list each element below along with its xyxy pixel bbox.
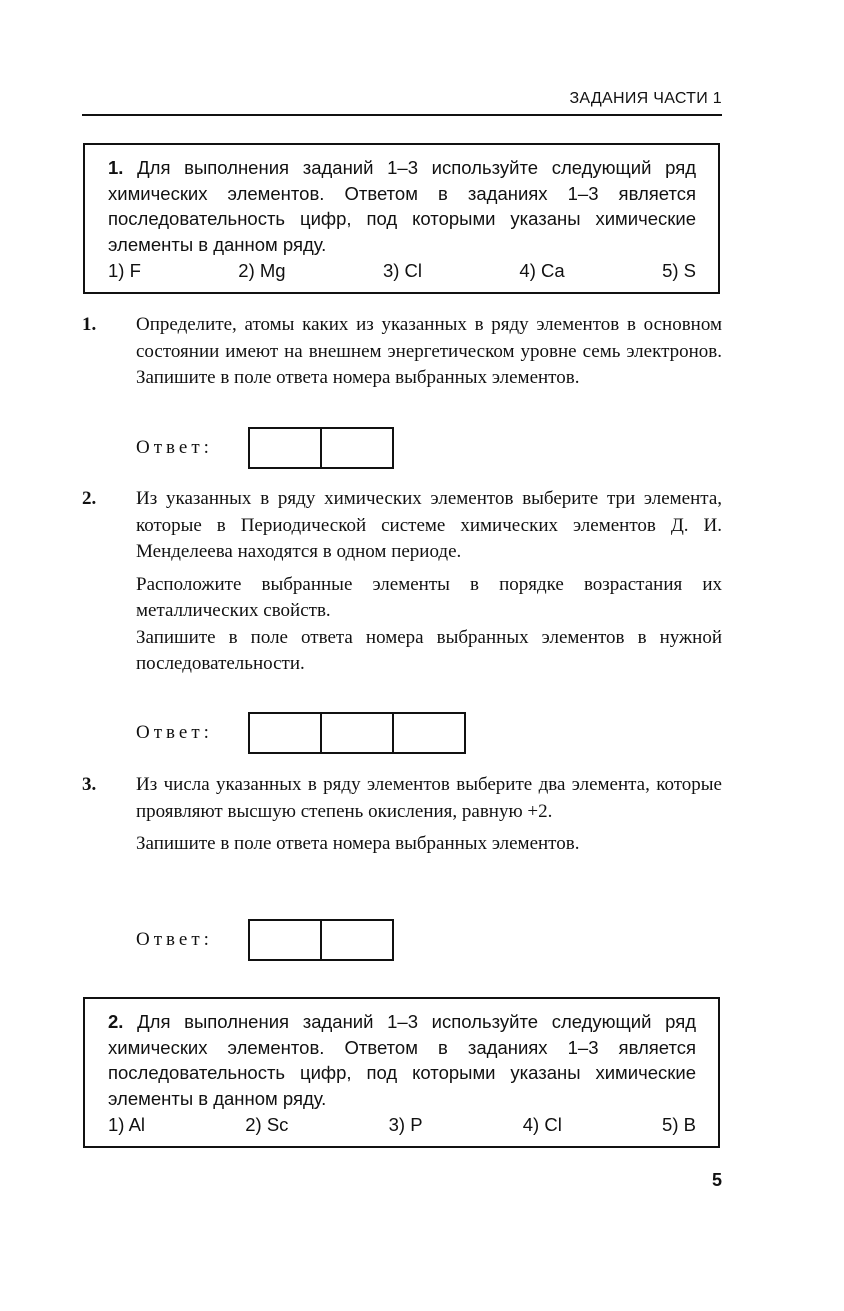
- element-set-text: Для выполнения заданий 1–3 используйте следующий ряд химических элементов. Ответом в заданиях 1–3 является последовательность цифр, под которыми указаны химические элементы в данном ряду.: [108, 1011, 697, 1109]
- task-number: 1.: [82, 314, 97, 335]
- task-text: Запишите в поле ответа номера выбранных элементов.: [136, 833, 580, 854]
- task-3: [82, 772, 722, 858]
- answer-label: Ответ:: [136, 437, 213, 458]
- running-header: ЗАДАНИЯ ЧАСТИ 1: [82, 88, 722, 116]
- element-item: 4) Cl: [522, 1114, 562, 1135]
- answer-cells: [248, 712, 466, 754]
- task-text: Определите, атомы каких из указанных в ряду элементов в основном состоянии имеют на внешнем энергетическом уровне семь электронов. Запишите в поле ответа номера выбранных элементов.: [136, 314, 722, 388]
- answer-cell[interactable]: [250, 714, 320, 752]
- task-number: 3.: [82, 774, 97, 795]
- task-text: Из числа указанных в ряду элементов выберите два элемента, которые проявляют высшую степень окисления, равную +2.: [136, 774, 722, 822]
- task-text: Запишите в поле ответа номера выбранных элементов в нужной последовательности.: [136, 626, 722, 674]
- element-set-box-1: [83, 143, 720, 294]
- answer-row-2: [136, 712, 466, 754]
- element-set-number: 2.: [108, 1011, 124, 1032]
- answer-label: Ответ:: [136, 929, 213, 950]
- element-item: 5) S: [662, 260, 696, 281]
- task-1: [82, 312, 722, 392]
- answer-cell[interactable]: [320, 714, 392, 752]
- element-item: 1) F: [108, 260, 141, 281]
- answer-row-1: [136, 427, 394, 469]
- element-set-box-2: [83, 997, 720, 1148]
- answer-cells: [248, 427, 394, 469]
- element-set-instructions: [108, 1009, 696, 1111]
- element-set-text: Для выполнения заданий 1–3 используйте следующий ряд химических элементов. Ответом в заданиях 1–3 является последовательность цифр, под которыми указаны химические элементы в данном ряду.: [108, 157, 697, 255]
- answer-cell[interactable]: [250, 429, 320, 467]
- element-item: 3) P: [388, 1114, 423, 1135]
- answer-row-3: [136, 919, 394, 961]
- task-number: 2.: [82, 488, 97, 509]
- element-set-number: 1.: [108, 157, 124, 178]
- answer-cells: [248, 919, 394, 961]
- task-text: Расположите выбранные элементы в порядке возрастания их металлических свойств.: [136, 573, 722, 621]
- task-text: Из указанных в ряду химических элементов выберите три элемента, которые в Периодической системе химических элементов Д. И. Менделеева находятся в одном периоде.: [136, 488, 722, 562]
- element-list: [108, 1112, 696, 1138]
- element-item: 2) Sc: [245, 1114, 289, 1135]
- answer-cell[interactable]: [320, 429, 392, 467]
- page-number: 5: [711, 1170, 722, 1190]
- task-2: [82, 486, 722, 678]
- answer-cell[interactable]: [392, 714, 464, 752]
- element-item: 4) Ca: [519, 260, 565, 281]
- element-item: 3) Cl: [382, 260, 423, 281]
- answer-label: Ответ:: [136, 722, 213, 743]
- element-list: [108, 258, 696, 284]
- element-set-instructions: [108, 155, 696, 257]
- element-item: 5) B: [662, 1114, 696, 1135]
- element-item: 1) Al: [108, 1114, 146, 1135]
- answer-cell[interactable]: [250, 921, 320, 959]
- element-item: 2) Mg: [238, 260, 286, 281]
- answer-cell[interactable]: [320, 921, 392, 959]
